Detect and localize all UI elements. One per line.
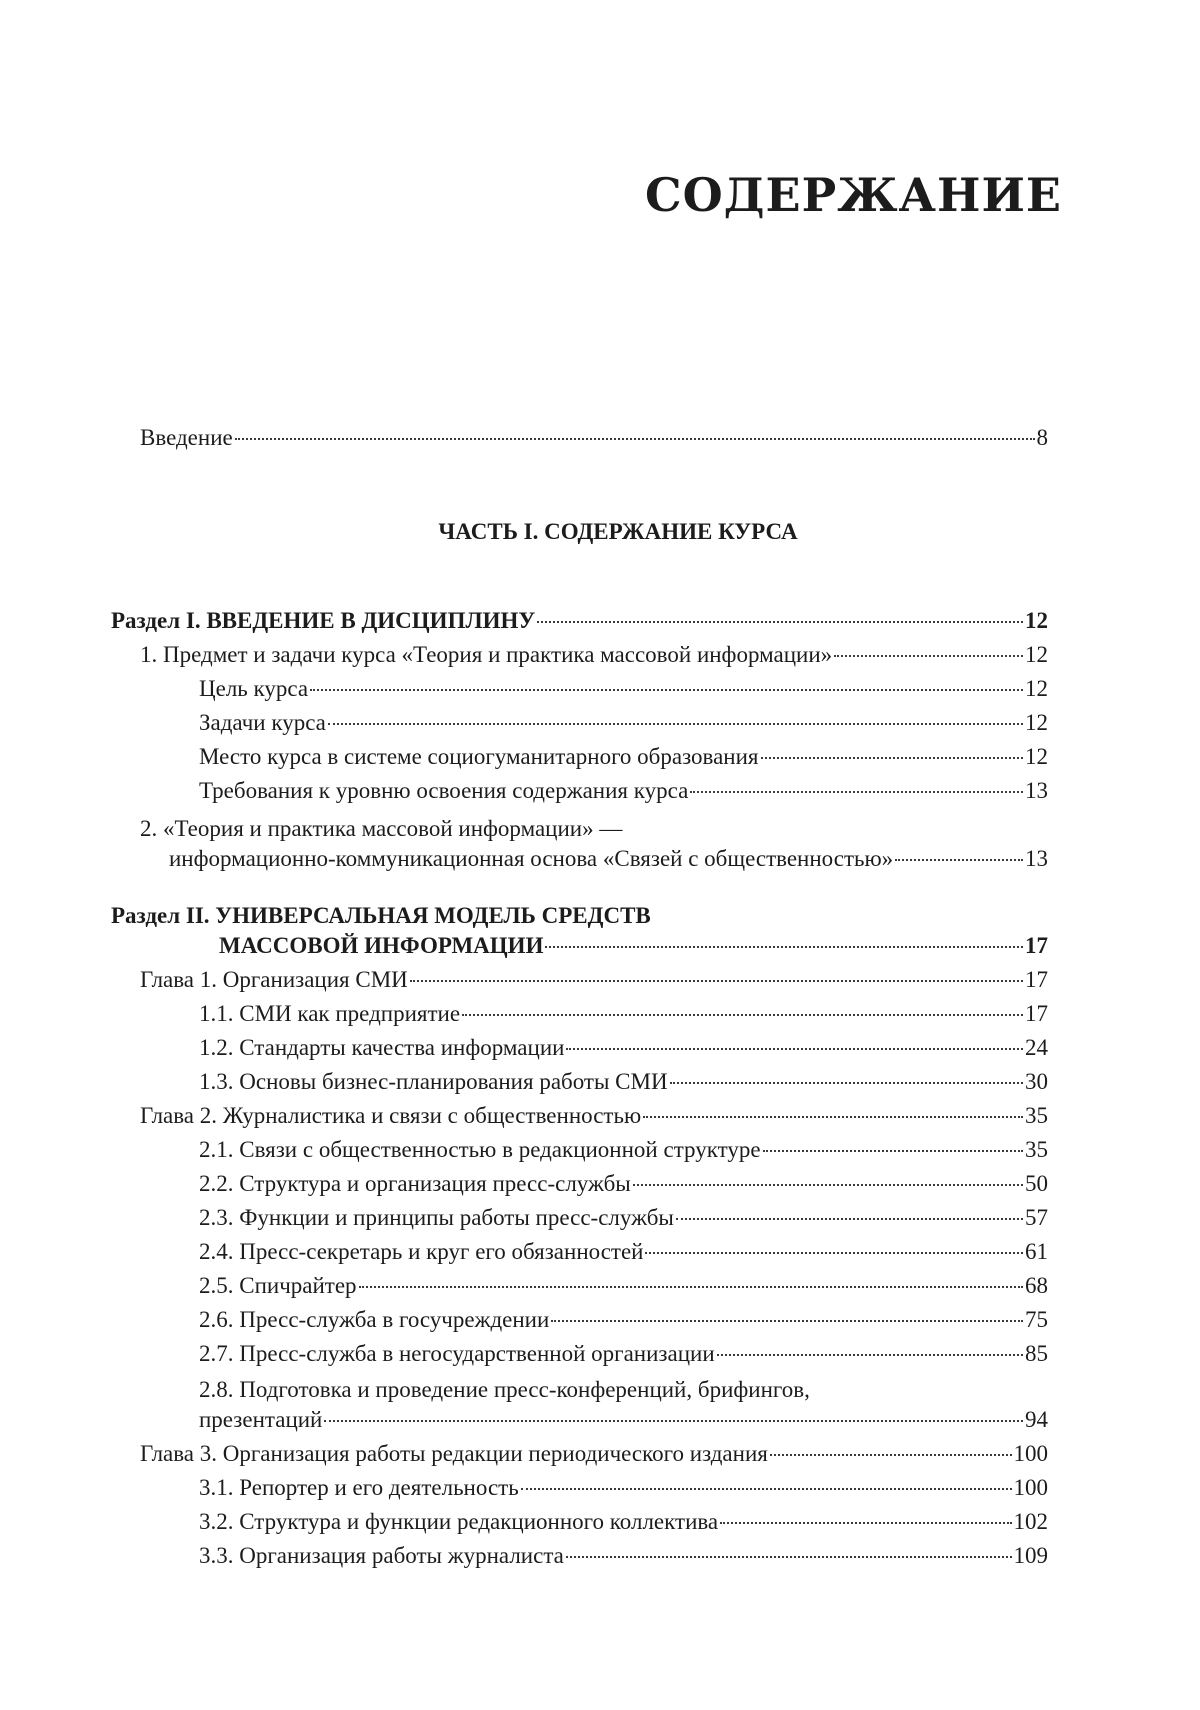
toc-page-number: 13 <box>1025 778 1048 803</box>
dot-leader <box>359 1286 1023 1288</box>
toc-page-number: 94 <box>1025 1407 1048 1432</box>
toc-entry-label: 2.6. Пресс-служба в госучреждении <box>199 1307 550 1332</box>
dot-leader <box>410 980 1023 982</box>
toc-page-number: 8 <box>1036 425 1048 450</box>
dot-leader <box>895 859 1023 861</box>
toc-page-number: 17 <box>1025 967 1048 992</box>
toc-entry-label: 3.2. Структура и функции редакционного коллектива <box>199 1509 719 1534</box>
toc-section-1[interactable] <box>111 607 1048 635</box>
toc-subitem[interactable] <box>199 1306 1048 1334</box>
dot-leader <box>537 621 1023 623</box>
toc-chapter-2[interactable] <box>140 1102 1048 1130</box>
dot-leader <box>670 1082 1023 1084</box>
toc-entry-intro[interactable] <box>140 424 1048 452</box>
toc-entry-label: 2.7. Пресс-служба в негосударственной организации <box>199 1341 715 1366</box>
toc-entry-label: 2.1. Связи с общественностью в редакционной структуре <box>199 1137 761 1162</box>
toc-entry-label: 1.2. Стандарты качества информации <box>199 1035 565 1060</box>
toc-page-number: 85 <box>1025 1341 1048 1366</box>
toc-entry-label: 1. Предмет и задачи курса «Теория и практика массовой информации» <box>140 642 833 667</box>
toc-page-number: 61 <box>1025 1239 1048 1264</box>
dot-leader <box>633 1184 1023 1186</box>
toc-entry-label: Глава 3. Организация работы редакции периодического издания <box>140 1441 768 1466</box>
toc-entry-label: Введение <box>140 425 233 450</box>
toc-page-number: 17 <box>1025 933 1048 958</box>
toc-entry-label: МАССОВОЙ ИНФОРМАЦИИ <box>219 933 544 958</box>
toc-entry-label: Глава 2. Журналистика и связи с общественностью <box>140 1103 642 1128</box>
dot-leader <box>676 1218 1023 1220</box>
toc-entry-label: Место курса в системе социогуманитарного образования <box>199 744 759 769</box>
toc-subitem[interactable] <box>199 777 1048 805</box>
toc-page-number: 12 <box>1025 676 1048 701</box>
toc-section-2-line1[interactable]: Раздел II. УНИВЕРСАЛЬНАЯ МОДЕЛЬ СРЕДСТВ <box>111 903 651 928</box>
toc-item-2-line1[interactable]: 2. «Теория и практика массовой информации» — <box>140 816 623 841</box>
toc-page-number: 109 <box>1013 1543 1048 1568</box>
dot-leader <box>328 723 1023 725</box>
toc-subitem[interactable] <box>199 1000 1048 1028</box>
toc-page-number: 57 <box>1025 1205 1048 1230</box>
dot-leader <box>770 1454 1012 1456</box>
dot-leader <box>462 1014 1023 1016</box>
toc-page-number: 100 <box>1013 1441 1048 1466</box>
toc-subitem-2-8[interactable] <box>199 1406 1048 1434</box>
toc-page-number: 24 <box>1025 1035 1048 1060</box>
toc-subitem[interactable] <box>199 1136 1048 1164</box>
toc-subitem[interactable] <box>199 1508 1048 1536</box>
toc-page-number: 75 <box>1025 1307 1048 1332</box>
dot-leader <box>690 791 1023 793</box>
page-title: СОДЕРЖАНИЕ <box>644 168 1062 222</box>
toc-entry-label: информационно-коммуникационная основа «Связей с общественностью» <box>169 846 894 871</box>
toc-page-number: 12 <box>1025 608 1048 633</box>
toc-subitem[interactable] <box>199 1474 1048 1502</box>
toc-page-number: 68 <box>1025 1273 1048 1298</box>
toc-subitem[interactable] <box>199 1204 1048 1232</box>
toc-page-number: 30 <box>1025 1069 1048 1094</box>
toc-entry-label: 2.4. Пресс-секретарь и круг его обязанностей <box>199 1239 644 1264</box>
toc-entry-label: 3.3. Организация работы журналиста <box>199 1543 564 1568</box>
dot-leader <box>761 757 1023 759</box>
toc-subitem[interactable] <box>199 743 1048 771</box>
toc-subitem[interactable] <box>199 1034 1048 1062</box>
toc-subitem[interactable] <box>199 1170 1048 1198</box>
toc-chapter-1[interactable] <box>140 966 1048 994</box>
toc-subitem[interactable] <box>199 1272 1048 1300</box>
dot-leader <box>720 1522 1011 1524</box>
toc-page-number: 12 <box>1025 744 1048 769</box>
dot-leader <box>643 1116 1023 1118</box>
toc-subitem[interactable] <box>199 1238 1048 1266</box>
toc-page-number: 102 <box>1013 1509 1048 1534</box>
toc-entry-label: Задачи курса <box>199 710 326 735</box>
toc-entry-label: 1.1. СМИ как предприятие <box>199 1001 461 1026</box>
toc-entry-label: Цель курса <box>199 676 309 701</box>
dot-leader <box>521 1488 1012 1490</box>
toc-subitem[interactable] <box>199 1068 1048 1096</box>
toc-item-2[interactable] <box>169 845 1048 873</box>
dot-leader <box>324 1420 1023 1422</box>
dot-leader <box>763 1150 1023 1152</box>
dot-leader <box>235 438 1035 440</box>
toc-subitem[interactable] <box>199 675 1048 703</box>
toc-page-number: 13 <box>1025 846 1048 871</box>
dot-leader <box>551 1320 1023 1322</box>
toc-subitem[interactable] <box>199 709 1048 737</box>
toc-item-1[interactable] <box>140 641 1048 669</box>
toc-subitem[interactable] <box>199 1340 1048 1368</box>
toc-entry-label: Глава 1. Организация СМИ <box>140 967 408 992</box>
toc-entry-label: 1.3. Основы бизнес-планирования работы СМИ <box>199 1069 668 1094</box>
dot-leader <box>310 689 1023 691</box>
toc-entry-label: 3.1. Репортер и его деятельность <box>199 1475 519 1500</box>
toc-entry-label: Раздел I. ВВЕДЕНИЕ В ДИСЦИПЛИНУ <box>111 608 536 633</box>
dot-leader <box>834 655 1023 657</box>
toc-chapter-3[interactable] <box>140 1440 1048 1468</box>
dot-leader <box>545 946 1023 948</box>
dot-leader <box>645 1252 1023 1254</box>
toc-page-number: 12 <box>1025 642 1048 667</box>
toc-page-number: 100 <box>1013 1475 1048 1500</box>
dot-leader <box>566 1556 1012 1558</box>
part-heading: ЧАСТЬ I. СОДЕРЖАНИЕ КУРСА <box>438 519 798 544</box>
toc-entry-label: Требования к уровню освоения содержания курса <box>199 778 689 803</box>
toc-entry-label: 2.5. Спичрайтер <box>199 1273 357 1298</box>
toc-subitem-2-8-line1[interactable]: 2.8. Подготовка и проведение пресс-конференций, брифингов, <box>199 1377 810 1402</box>
toc-entry-label: презентаций <box>199 1407 323 1432</box>
toc-page-number: 35 <box>1025 1137 1048 1162</box>
toc-subitem[interactable] <box>199 1542 1048 1570</box>
dot-leader <box>717 1354 1023 1356</box>
toc-section-2[interactable] <box>219 932 1048 960</box>
toc-page-number: 12 <box>1025 710 1048 735</box>
dot-leader <box>566 1048 1023 1050</box>
toc-page-number: 50 <box>1025 1171 1048 1196</box>
toc-entry-label: 2.3. Функции и принципы работы пресс-службы <box>199 1205 674 1230</box>
toc-page-number: 35 <box>1025 1103 1048 1128</box>
toc-page-number: 17 <box>1025 1001 1048 1026</box>
toc-entry-label: 2.2. Структура и организация пресс-службы <box>199 1171 631 1196</box>
